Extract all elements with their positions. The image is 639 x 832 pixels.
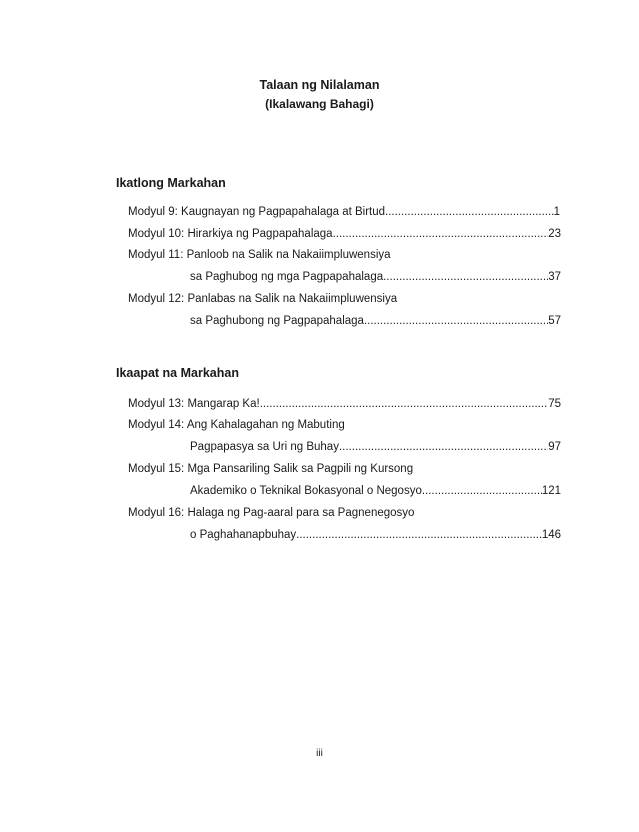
toc-entry-label-continued: o Paghahanapbuhay (190, 529, 297, 541)
toc-entry-modyul-10[interactable] (128, 227, 561, 241)
toc-entry-line (128, 314, 561, 328)
toc-entry-page: 75 (548, 398, 561, 410)
dot-leader (364, 314, 548, 328)
toc-entry-line (128, 440, 561, 454)
toc-entry-label-continued: sa Paghubong ng Pagpapahalaga (190, 315, 364, 327)
toc-subtitle: (Ikalawang Bahagi) (265, 97, 374, 111)
dot-leader (339, 440, 548, 454)
toc-entry-line (128, 397, 561, 411)
dot-leader (422, 484, 542, 498)
toc-entry-page: 121 (541, 485, 561, 497)
toc-entry-label-continued: Pagpapasya sa Uri ng Buhay (190, 441, 339, 453)
toc-entry-line (128, 227, 561, 241)
dot-leader (296, 528, 542, 542)
toc-entry-modyul-14[interactable] (128, 418, 561, 454)
toc-entry-modyul-9[interactable] (128, 205, 560, 219)
toc-entry-modyul-11[interactable] (128, 248, 561, 284)
toc-entry-page: 23 (548, 228, 561, 240)
page-number: iii (316, 748, 323, 759)
toc-entry-page: 1 (553, 206, 560, 218)
toc-entry-page: 57 (548, 315, 561, 327)
toc-entry-modyul-12[interactable] (128, 292, 561, 328)
toc-entry-label: Modyul 11: Panloob na Salik na Nakaiimpluwensiya (128, 249, 391, 261)
toc-title: Talaan ng Nilalaman (259, 78, 380, 92)
toc-entry-modyul-15[interactable] (128, 462, 561, 498)
toc-entry-label: Modyul 9: Kaugnayan ng Pagpapahalaga at Birtud (128, 206, 386, 218)
toc-entry-modyul-13[interactable] (128, 397, 561, 411)
dot-leader (385, 205, 554, 219)
dot-leader (333, 227, 549, 241)
section-heading-ikatlong-markahan: Ikatlong Markahan (116, 176, 226, 190)
toc-entry-label: Modyul 14: Ang Kahalagahan ng Mabuting (128, 419, 345, 431)
toc-entry-line (128, 270, 561, 284)
section-heading-ikaapat-na-markahan: Ikaapat na Markahan (116, 366, 239, 380)
toc-entry-page: 37 (548, 271, 561, 283)
toc-entry-label: Modyul 10: Hirarkiya ng Pagpapahalaga (128, 228, 333, 240)
toc-entry-page: 146 (541, 529, 561, 541)
toc-entry-line (128, 528, 561, 542)
toc-entry-label: Modyul 12: Panlabas na Salik na Nakaiimpluwensiya (128, 293, 398, 305)
toc-entry-modyul-16[interactable] (128, 506, 561, 542)
toc-entry-line (128, 484, 561, 498)
toc-entry-label: Modyul 16: Halaga ng Pag-aaral para sa Pagnenegosyo (128, 507, 415, 519)
toc-entry-label-continued: Akademiko o Teknikal Bokasyonal o Negosyo (190, 485, 422, 497)
toc-entry-page: 97 (548, 441, 561, 453)
toc-entry-line (128, 205, 560, 219)
toc-entry-label: Modyul 15: Mga Pansariling Salik sa Pagpili ng Kursong (128, 463, 414, 475)
dot-leader (260, 397, 549, 411)
toc-entry-label: Modyul 13: Mangarap Ka! (128, 398, 260, 410)
toc-entry-label-continued: sa Paghubog ng mga Pagpapahalaga (190, 271, 384, 283)
dot-leader (383, 270, 548, 284)
